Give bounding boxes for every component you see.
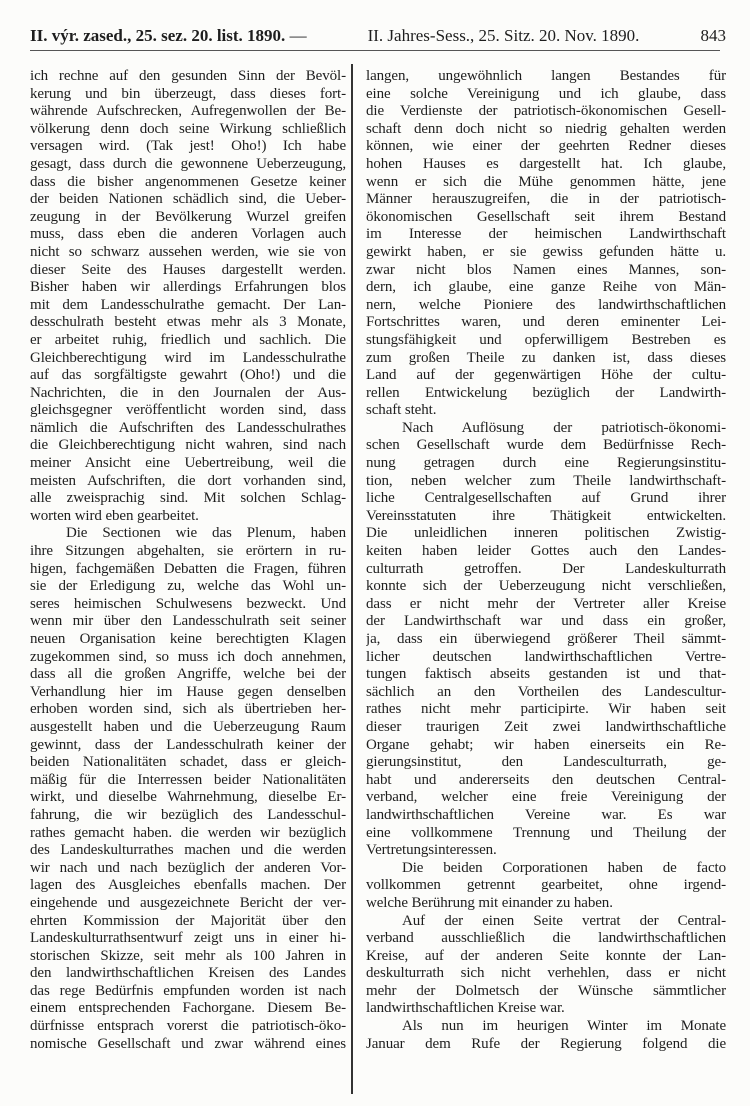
text-line: dass er nicht mehr der Vertreter aller Kreise	[366, 595, 726, 612]
text-line: den landwirthschaftlichen Kreisen des Landes	[30, 965, 346, 982]
text-line: Vertretungsinteressen.	[366, 842, 497, 859]
text-line: er arbeitet ruhig, friedlich und sachlich. Die	[30, 331, 346, 348]
text-line: Auf der einen Seite vertrat der Central-	[402, 912, 726, 929]
text-line: deskulturrath sich nicht verhehlen, dass er nicht	[366, 965, 726, 982]
text-line: zum großen Theile zu danken ist, dass dieses	[366, 349, 726, 366]
text-line: liche Centralgesellschaften auf Grund ihrer	[366, 490, 726, 507]
text-line: welche Berührung mit einander zu haben.	[366, 894, 613, 911]
text-line: higen, fachgemäßen Debatten die Fragen, führen	[30, 560, 346, 577]
text-line: ja, dass ein überwiegend größerer Theil sämmt-	[366, 631, 726, 647]
text-line: währende Aufschrecken, Aufregenwollen der Be-	[30, 103, 346, 120]
text-line: wenn mir über den Landesschulrath seit seiner	[30, 613, 346, 630]
text-line: versagen wird. (Tak jest! Oho!) Ich habe	[30, 138, 346, 155]
column-divider	[351, 64, 353, 1094]
text-line: Nachrichten, die in den Journalen der Aus-	[30, 384, 346, 401]
left-column	[30, 68, 346, 1053]
text-line: ich rechne auf den gesunden Sinn der Bevöl-	[30, 68, 346, 84]
text-line: dass die bisher angenommenen Gesetze keiner	[30, 173, 346, 190]
text-line: fahrung, die wir bezüglich des Landesschul-	[30, 806, 346, 823]
text-line: konnte sich der Ueberzeugung nicht verschließen,	[366, 578, 726, 595]
text-line: gleichsgegner veröffentlicht worden sind, dass	[30, 402, 346, 419]
text-line: nung getragen durch eine Regierungsinstitu-	[366, 455, 726, 472]
text-line: rathes gemacht haben. die werden wir bezüglich	[30, 824, 346, 841]
text-line: die Gleichberechtigung nicht wahren, sind nach	[30, 437, 346, 454]
text-line: desschulrath besteht etwas mehr als 3 Monate,	[30, 314, 346, 331]
text-line: Als nun im heurigen Winter im Monate	[402, 1018, 726, 1035]
text-line: vollkommen getrennt gearbeitet, ohne irgend-	[366, 877, 726, 894]
text-line: verband ausschließlich die landwirthschaftlichen	[366, 930, 726, 947]
right-column	[366, 68, 726, 1053]
text-line: hohen Hauses es dargestellt hat. Ich glaube,	[366, 155, 726, 172]
header-german: II. Jahres-Sess., 25. Sitz. 20. Nov. 1890.	[367, 26, 640, 45]
text-line: wir nach und nach bezüglich der anderen Vor-	[30, 859, 346, 876]
text-line: licher deutschen landwirthschaftlichen Vertre-	[366, 648, 726, 665]
text-line: storischen Skizze, seit mehr als 100 Jahren in	[30, 947, 346, 964]
text-line: dern, ich glaube, eine ganze Reihe von Män-	[366, 279, 726, 296]
text-line: gierungsinstitut, den Landesculturrath, ge-	[366, 754, 726, 771]
text-line: Vereinsstatuten ihre Thätigkeit entwickelten.	[366, 507, 726, 524]
text-line: ausgestellt haben und die Ueberzeugung Raum	[30, 718, 346, 735]
text-line: beiden Nationalitäten schadet, dass er gleich-	[30, 754, 346, 771]
text-line: muss, dass eben die anderen Vorlagen auch	[30, 226, 346, 243]
text-line: einem entsprechenden Fachorgane. Diesem Be-	[30, 1000, 346, 1017]
text-line: neuen Organisation keine berechtigten Klagen	[30, 631, 346, 647]
text-line: dass all die großen Angriffe, welche bei der	[30, 666, 346, 683]
header-czech	[30, 26, 307, 46]
text-line: gewirkt haben, er sie gewiss gefunden hätte u.	[366, 243, 726, 260]
text-line: culturrath getroffen. Der Landeskulturrath	[366, 560, 726, 577]
text-line: können, wie einer der geehrten Redner dieses	[366, 138, 726, 155]
text-line: schen Gesellschaft wurde dem Bedürfnisse Rech-	[366, 437, 726, 454]
text-line: tion, neben welcher zum Theile landwirthschaft-	[366, 472, 726, 489]
text-line: dieser Seite des Hauses dargestellt werden.	[30, 261, 346, 278]
text-line: ihre Sitzungen abgehalten, sie erörtern in ru-	[30, 543, 346, 560]
text-line: rellen Entwickelung bezüglich der Landwirth-	[366, 384, 726, 401]
text-line: alle zweisprachig sind. Mit solchen Schlag-	[30, 490, 346, 507]
text-line: sie der Erledigung zu, welche das Wohl un-	[30, 578, 346, 595]
text-line: Verhandlung hier im Hause gegen denselben	[30, 683, 346, 700]
text-line: der beiden Nationen schädlich sind, die Ueber-	[30, 191, 346, 208]
text-line: Nach Auflösung der patriotisch-ökonomi-	[402, 419, 726, 436]
text-line: eine vollkommene Trennung und Theilung der	[366, 824, 726, 841]
text-line: zwar nicht blos Namen eines Mannes, son-	[366, 261, 726, 278]
text-line: Die unleidlichen inneren politischen Zwistig-	[366, 525, 726, 542]
text-line: Landeskulturrathsentwurf zeigt uns in einer hi-	[30, 930, 346, 947]
text-line: stungsfähigkeit und opferwilligem Bestreben es	[366, 331, 726, 348]
text-line: völkerung denn doch seine Wirkung schließlich	[30, 120, 346, 137]
text-line: zeugung in der Bevölkerung Wurzel greifen	[30, 208, 346, 225]
text-line: habt und andererseits den deutschen Central-	[366, 771, 726, 788]
text-line: langen, ungewöhnlich langen Bestandes für	[366, 68, 726, 84]
text-line: Die beiden Corporationen haben de facto	[402, 859, 726, 876]
text-line: schaft steht.	[366, 402, 437, 419]
text-line: kerung und bin überzeugt, dass dieses fort-	[30, 85, 346, 102]
header-czech-text: II. výr. zased., 25. sez. 20. list. 1890.	[30, 26, 286, 45]
text-line: Januar dem Rufe der Regierung folgend die	[366, 1035, 726, 1052]
running-header	[30, 22, 726, 46]
text-line: eingehende und ausgezeichnete Bericht der ver-	[30, 894, 346, 911]
header-separator: —	[289, 26, 307, 45]
text-line: verband, welcher eine freie Vereinigung der	[366, 789, 726, 806]
text-line: mehr der Dolmetsch der Wünsche sämmtlicher	[366, 982, 726, 999]
text-line: wirkt, und dieselbe Wahrnehmung, dieselbe Er-	[30, 789, 346, 806]
header-rule	[30, 50, 720, 51]
text-line: meiner Ansicht eine Uebertreibung, weil die	[30, 455, 346, 472]
text-line: meisten Aufschriften, die dort vorhanden sind,	[30, 472, 346, 489]
text-line: Gleichberechtigung wird im Landesschulrathe	[30, 349, 346, 366]
text-line: Männer herauszugreifen, die in der patriotisch-	[366, 191, 726, 208]
text-line: nern, welche Pioniere des landwirthschaftlichen	[366, 296, 726, 313]
page-number: 843	[700, 26, 726, 45]
text-line: Land auf der gegenwärtigen Höhe der cultu-	[366, 367, 726, 384]
text-line: Die Sectionen wie das Plenum, haben	[66, 525, 346, 542]
text-line: Fortschrittes waren, und deren eminenter Lei-	[366, 314, 726, 331]
text-line: des Landeskulturrathes machen und die werden	[30, 842, 346, 859]
text-line: landwirthschaftlichen Vereine war. Es war	[366, 806, 726, 823]
text-line: Bisher haben wir allerdings Erfahrungen blos	[30, 279, 346, 296]
text-line: der Landwirthschaft war und dass ein großer,	[366, 613, 726, 630]
text-line: mäßig für die Interressen beider Nationalitäten	[30, 771, 346, 788]
text-line: Organe gehabt; wir haben einerseits ein Re-	[366, 736, 726, 753]
text-line: seres heimischen Schulwesens bezweckt. Und	[30, 595, 346, 612]
text-line: mit dem Landesschulrathe gemacht. Der Lan-	[30, 296, 346, 313]
text-line: eine solche Vereinigung und ich glaube, dass	[366, 85, 726, 102]
text-line: nomische Gesellschaft und zwar während eines	[30, 1035, 346, 1052]
text-line: die Verdienste der patriotisch-ökonomischen Gesell-	[366, 103, 726, 120]
text-line: zugekommen sind, so muss ich doch annehmen,	[30, 648, 346, 665]
text-line: gewinnt, dass der Landesschulrath keiner der	[30, 736, 346, 753]
text-line: dieser traurigen Zeit zwei landwirthschaftliche	[366, 718, 726, 735]
text-line: gesagt, dass durch die gewonnene Ueberzeugung,	[30, 155, 346, 172]
text-line: tungen faktisch abseits gestanden ist und that-	[366, 666, 726, 683]
text-line: lagen des Ausgleiches ebenfalls machen. Der	[30, 877, 346, 894]
text-line: Kreise, auf der anderen Seite konnte der Lan-	[366, 947, 726, 964]
text-line: erhoben worden sind, sich als übertrieben her-	[30, 701, 346, 718]
text-line: landwirthschaftlichen Kreise war.	[366, 1000, 565, 1017]
text-line: sächlich an den Vortheilen des Landescultur-	[366, 683, 726, 700]
text-line: dürfnisse entsprach vorerst die patriotisch-öko-	[30, 1018, 346, 1035]
text-line: ehrten Kommission der Majorität über den	[30, 912, 346, 929]
text-line: das rege Bedürfnis empfunden worden ist nach	[30, 982, 346, 999]
text-line: im Interesse der heimischen Landwirthschaft	[366, 226, 726, 243]
text-line: wenn er sich die Mühe genommen hätte, jene	[366, 173, 726, 190]
text-line: worten wird eben gearbeitet.	[30, 507, 199, 524]
text-line: schaft denn doch nicht so niedrig gehalten werden	[366, 120, 726, 137]
text-line: nämlich die Aufschriften des Landesschulrathes	[30, 419, 346, 436]
text-line: nicht so schwarz aussehen werden, wie sie von	[30, 243, 346, 260]
text-line: auf das sorgfältigste gewahrt (Oho!) und die	[30, 367, 346, 384]
text-line: keiten haben leider Gottes auch den Landes-	[366, 543, 726, 560]
text-line: rathes nicht mehr participirte. Wir haben seit	[366, 701, 726, 718]
text-line: ökonomischen Gesellschaft seit ihrem Bestand	[366, 208, 726, 225]
